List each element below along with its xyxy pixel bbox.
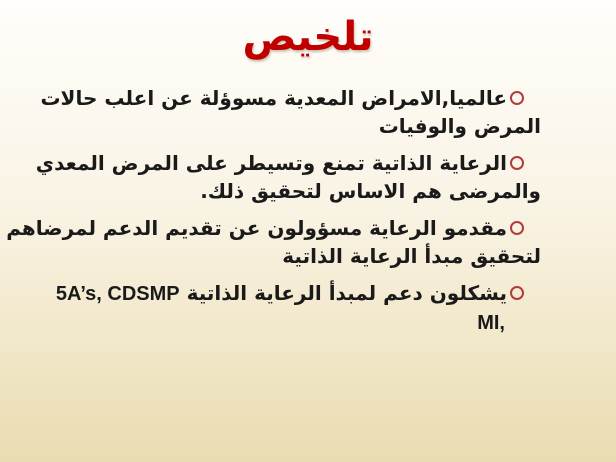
- bullet-text-line-2: [66, 308, 541, 337]
- bullet-list: [6, 84, 541, 346]
- bullet-circle-icon: [510, 156, 524, 170]
- bullet-item: [40, 84, 541, 140]
- bullet-item: [55, 279, 541, 337]
- bullet-text-line-1: مقدمو الرعاية مسؤولون عن تقديم الدعم لمرضاهم: [6, 216, 507, 240]
- bullet-circle-icon: [510, 91, 524, 105]
- bullet-latin-text: 5A’s, CDSMP: [55, 283, 180, 305]
- bullet-circle-icon: [510, 221, 524, 235]
- bullet-text-line-1: الرعاية الذاتية تمنع وتسيطر على المرض المعدي: [35, 151, 507, 175]
- bullet-text-line-1: عالميا,الامراض المعدية مسوؤلة عن اعلب حالات: [40, 86, 507, 110]
- bullet-latin-text: MI,: [477, 312, 505, 334]
- bullet-arabic-text: يشكلون دعم لمبدأ الرعاية الذاتية: [186, 281, 507, 305]
- bullet-item: [35, 149, 541, 205]
- bullet-text-line-2: المرض والوفيات: [378, 114, 541, 138]
- slide-title: تلخيص: [242, 14, 374, 60]
- bullet-text-line-2: لتحقيق مبدأ الرعاية الذاتية: [282, 244, 541, 268]
- bullet-item: [6, 214, 541, 270]
- bullet-text-line-2: والمرضى هم الاساس لتحقيق ذلك.: [200, 179, 541, 203]
- bullet-text-line-1: [55, 279, 541, 308]
- bullet-circle-icon: [510, 286, 524, 300]
